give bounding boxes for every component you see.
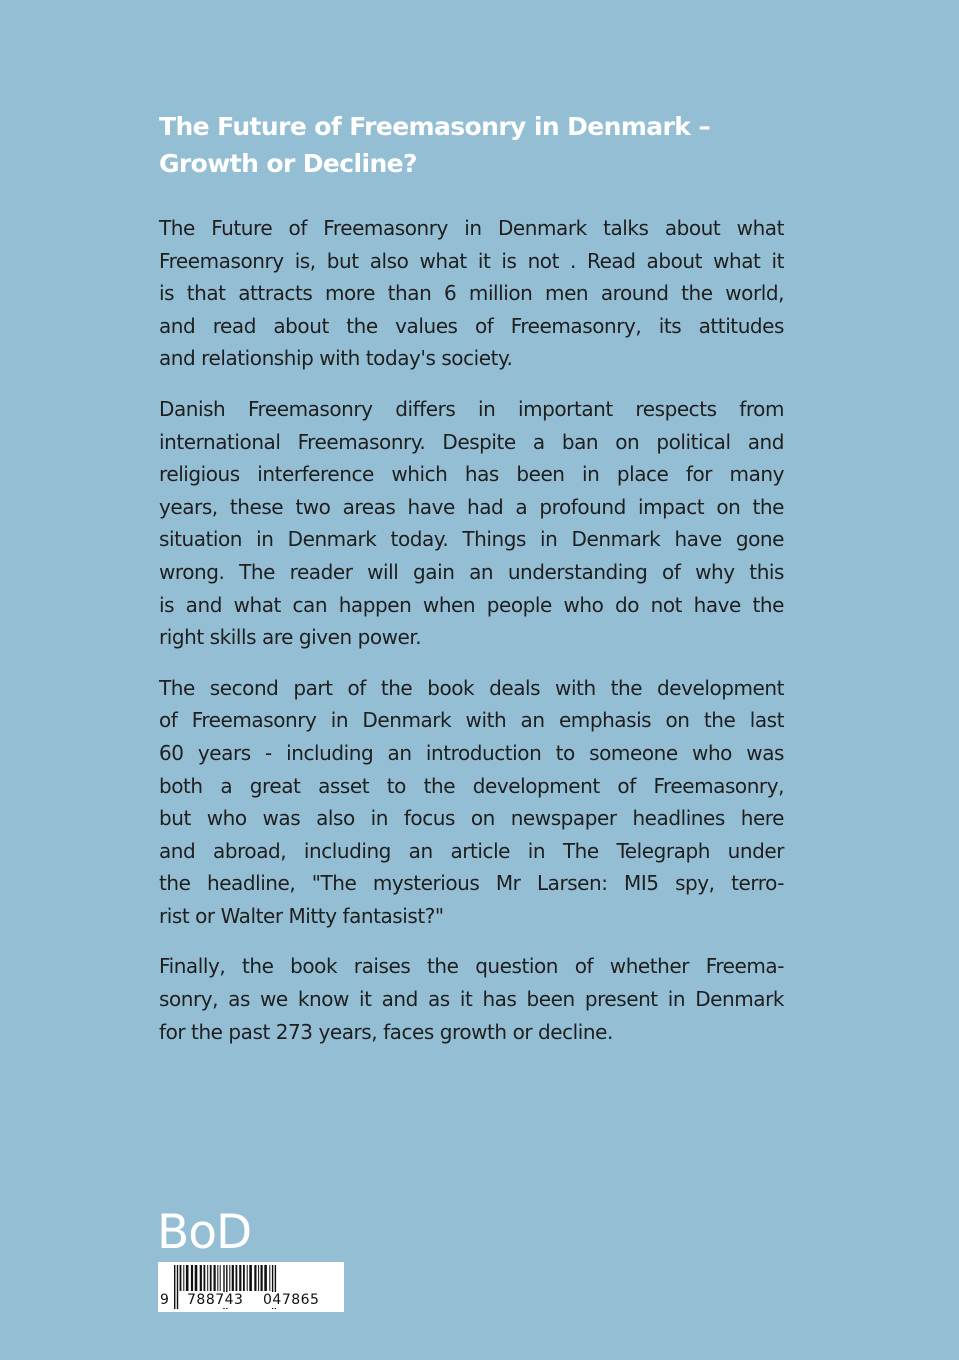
text-line: and read about the values of Freemasonry, its attitudes — [159, 313, 784, 338]
text-line: of Freemasonry in Denmark with an emphasis on the last — [159, 708, 784, 733]
text-line: The Future of Freemasonry in Denmark talks about what — [159, 216, 784, 240]
barcode-bar — [249, 1265, 252, 1291]
barcode-bar — [195, 1265, 198, 1291]
barcode-bar — [258, 1265, 259, 1291]
barcode-guard-bar — [174, 1265, 175, 1309]
text-line: Freemasonry is, but also what it is not . Read about what it — [159, 248, 784, 273]
text-line: Danish Freemasonry differs in important respects from — [159, 396, 784, 421]
book-title — [159, 108, 799, 182]
isbn-right-group: 047865 — [263, 1292, 320, 1308]
barcode-bar — [261, 1265, 263, 1291]
text-line: both a great asset to the development of Freemasonry, — [159, 773, 784, 798]
barcode-bar — [183, 1265, 184, 1291]
barcode-bar — [207, 1265, 208, 1291]
blurb-paragraph — [159, 950, 784, 1048]
title-line: The Future of Freemasonry in Denmark – — [159, 112, 711, 141]
barcode-bar — [204, 1265, 206, 1291]
blurb — [159, 212, 784, 1066]
barcode-bar — [210, 1265, 212, 1291]
isbn-left-group: 788743 — [187, 1292, 244, 1308]
barcode-bar — [264, 1265, 267, 1291]
text-line: and relationship with today's society. — [159, 346, 513, 371]
barcode-bar — [239, 1265, 241, 1291]
barcode-bar — [254, 1265, 256, 1291]
text-line: Finally, the book raises the question of whether Freema- — [159, 954, 784, 979]
text-line: for the past 273 years, faces growth or decline. — [159, 1019, 613, 1044]
barcode-bar — [247, 1265, 248, 1291]
barcode-bar — [186, 1265, 189, 1291]
barcode-bar — [232, 1265, 234, 1291]
blurb-paragraph — [159, 393, 784, 654]
text-line: The second part of the book deals with the development — [159, 675, 784, 700]
barcode-bar — [269, 1265, 270, 1291]
barcode-bar — [243, 1265, 245, 1291]
text-line: but who was also in focus on newspaper headlines here — [159, 806, 784, 831]
barcode-bar — [200, 1265, 202, 1291]
blurb-paragraph — [159, 212, 784, 375]
barcode-bar — [217, 1265, 218, 1291]
barcode-bar — [236, 1265, 238, 1291]
blurb-paragraph — [159, 672, 784, 933]
text-line: right skills are given power. — [159, 625, 422, 650]
barcode-guard-bar — [177, 1265, 178, 1309]
isbn-first-digit: 9 — [160, 1292, 170, 1308]
text-line: religious interference which has been in place for many — [159, 462, 784, 487]
barcode-bar — [214, 1265, 216, 1291]
barcode-bar — [229, 1265, 230, 1291]
text-line: is and what can happen when people who do not have the — [159, 592, 784, 617]
barcode-bar — [191, 1265, 193, 1291]
text-line: years, these two areas have had a profound impact on the — [159, 494, 784, 519]
text-line: international Freemasonry. Despite a ban on political and — [159, 429, 784, 454]
title-line: Growth or Decline? — [159, 149, 417, 178]
text-line: wrong. The reader will gain an understanding of why this — [159, 559, 784, 584]
text-line: the headline, "The mysterious Mr Larsen: MI5 spy, terro- — [159, 871, 784, 896]
barcode-bar — [220, 1265, 221, 1291]
barcode-bar — [180, 1265, 182, 1291]
text-line: rist or Walter Mitty fantasist?" — [159, 903, 444, 928]
publisher-logo: BoD — [157, 1205, 252, 1260]
text-line: 60 years - including an introduction to someone who was — [159, 740, 784, 765]
text-line: is that attracts more than 6 million men around the world, — [159, 281, 784, 306]
isbn-barcode — [158, 1262, 344, 1312]
text-line: and abroad, including an article in The Telegraph under — [159, 838, 784, 863]
text-line: sonry, as we know it and as it has been present in Denmark — [159, 987, 784, 1012]
text-line: situation in Denmark today. Things in Denmark have gone — [159, 527, 784, 552]
